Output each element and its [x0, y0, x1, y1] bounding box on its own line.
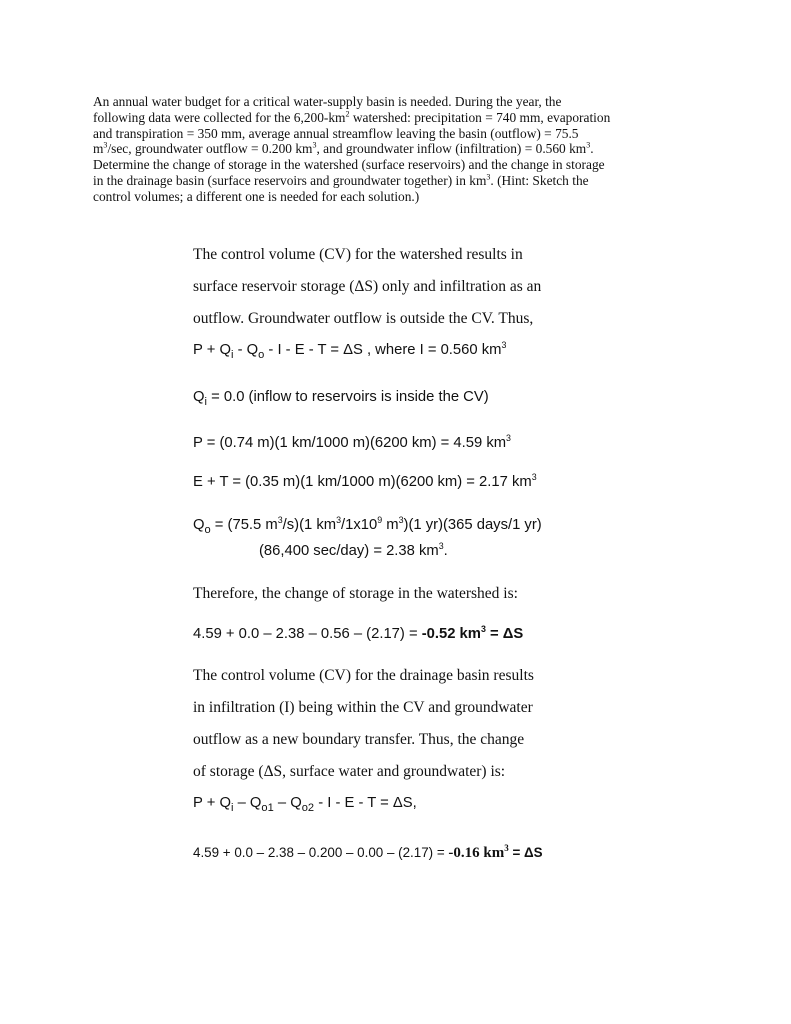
problem-line-7: control volumes; a different one is needed for each solution.): [93, 188, 420, 204]
equation-outflow-line-1: $Q_o = (75.5$ $m^3/s)(1$ $km^3/1x10^9$ $m^3)(1$ yr)(365 days/1 yr): [193, 515, 542, 536]
equation-watershed-balance: $P + Q_i - Q_o - I - E - T = \Delta S$ , where I = 0.560 $km^3$: [193, 340, 507, 361]
equation-basin-balance: $P + Q_i - Q_{o1} - Q_{o2} - I - E - T = \Delta S$,: [193, 795, 417, 814]
cv2-line-3: outflow as a new boundary transfer. Thus, the change: [193, 731, 525, 748]
cv2-line-1: The control volume (CV) for the drainage basin results: [193, 667, 534, 684]
problem-line-5: Determine the change of storage in the watershed (surface reservoirs) and the change in storage: [93, 157, 605, 173]
basin-storage-result: 4.59 + 0.0 – 2.38 – 0.200 – 0.00 – (2.17) = -0.16 $km^3 = \Delta S$: [193, 843, 543, 861]
equation-qi: $Q_i = 0.0$ (inflow to reservoirs is inside the CV): [193, 389, 489, 408]
equation-precipitation: P = (0.74 m)(1 km/1000 m)(6200 km) = 4.59 $km^3$: [193, 433, 511, 451]
equation-evapotranspiration: E + T = (0.35 m)(1 km/1000 m)(6200 km) = 2.17 $km^3$: [193, 472, 537, 490]
equation-outflow-line-2: (86,400 sec/day) = 2.38 $km^3$.: [259, 541, 448, 559]
cv1-line-2: surface reservoir storage (ΔS) only and infiltration as an: [193, 278, 542, 295]
problem-line-4: $m^3/\sec$, groundwater outflow = 0.200 $km^3$, and groundwater inflow (infiltration) = 0.560 $km^3$.: [93, 140, 594, 157]
watershed-storage-result: 4.59 + 0.0 – 2.38 – 0.56 – (2.17) = -0.52 $km^3 = \Delta S$: [193, 624, 524, 642]
cv2-line-2: in infiltration (I) being within the CV and groundwater: [193, 699, 533, 716]
problem-line-3: and transpiration = 350 mm, average annual streamflow leaving the basin (outflow) = 75.5: [93, 125, 579, 141]
problem-statement: [93, 94, 703, 205]
cv1-line-3: outflow. Groundwater outflow is outside the CV. Thus,: [193, 310, 534, 327]
problem-line-1: An annual water budget for a critical water-supply basin is needed. During the year, the: [93, 94, 562, 109]
cv1-line-1: The control volume (CV) for the watershed results in: [193, 246, 523, 263]
cv2-line-4: of storage (ΔS, surface water and groundwater) is:: [193, 763, 506, 780]
problem-line-2: following data were collected for the $6,200-km^2$ watershed: precipitation = 740 mm, evaporation: [93, 109, 611, 125]
problem-line-6: in the drainage basin (surface reservoirs and groundwater together) in $km^3$. (Hint: Sketch the: [93, 172, 589, 188]
therefore-line: Therefore, the change of storage in the watershed is:: [193, 585, 518, 602]
